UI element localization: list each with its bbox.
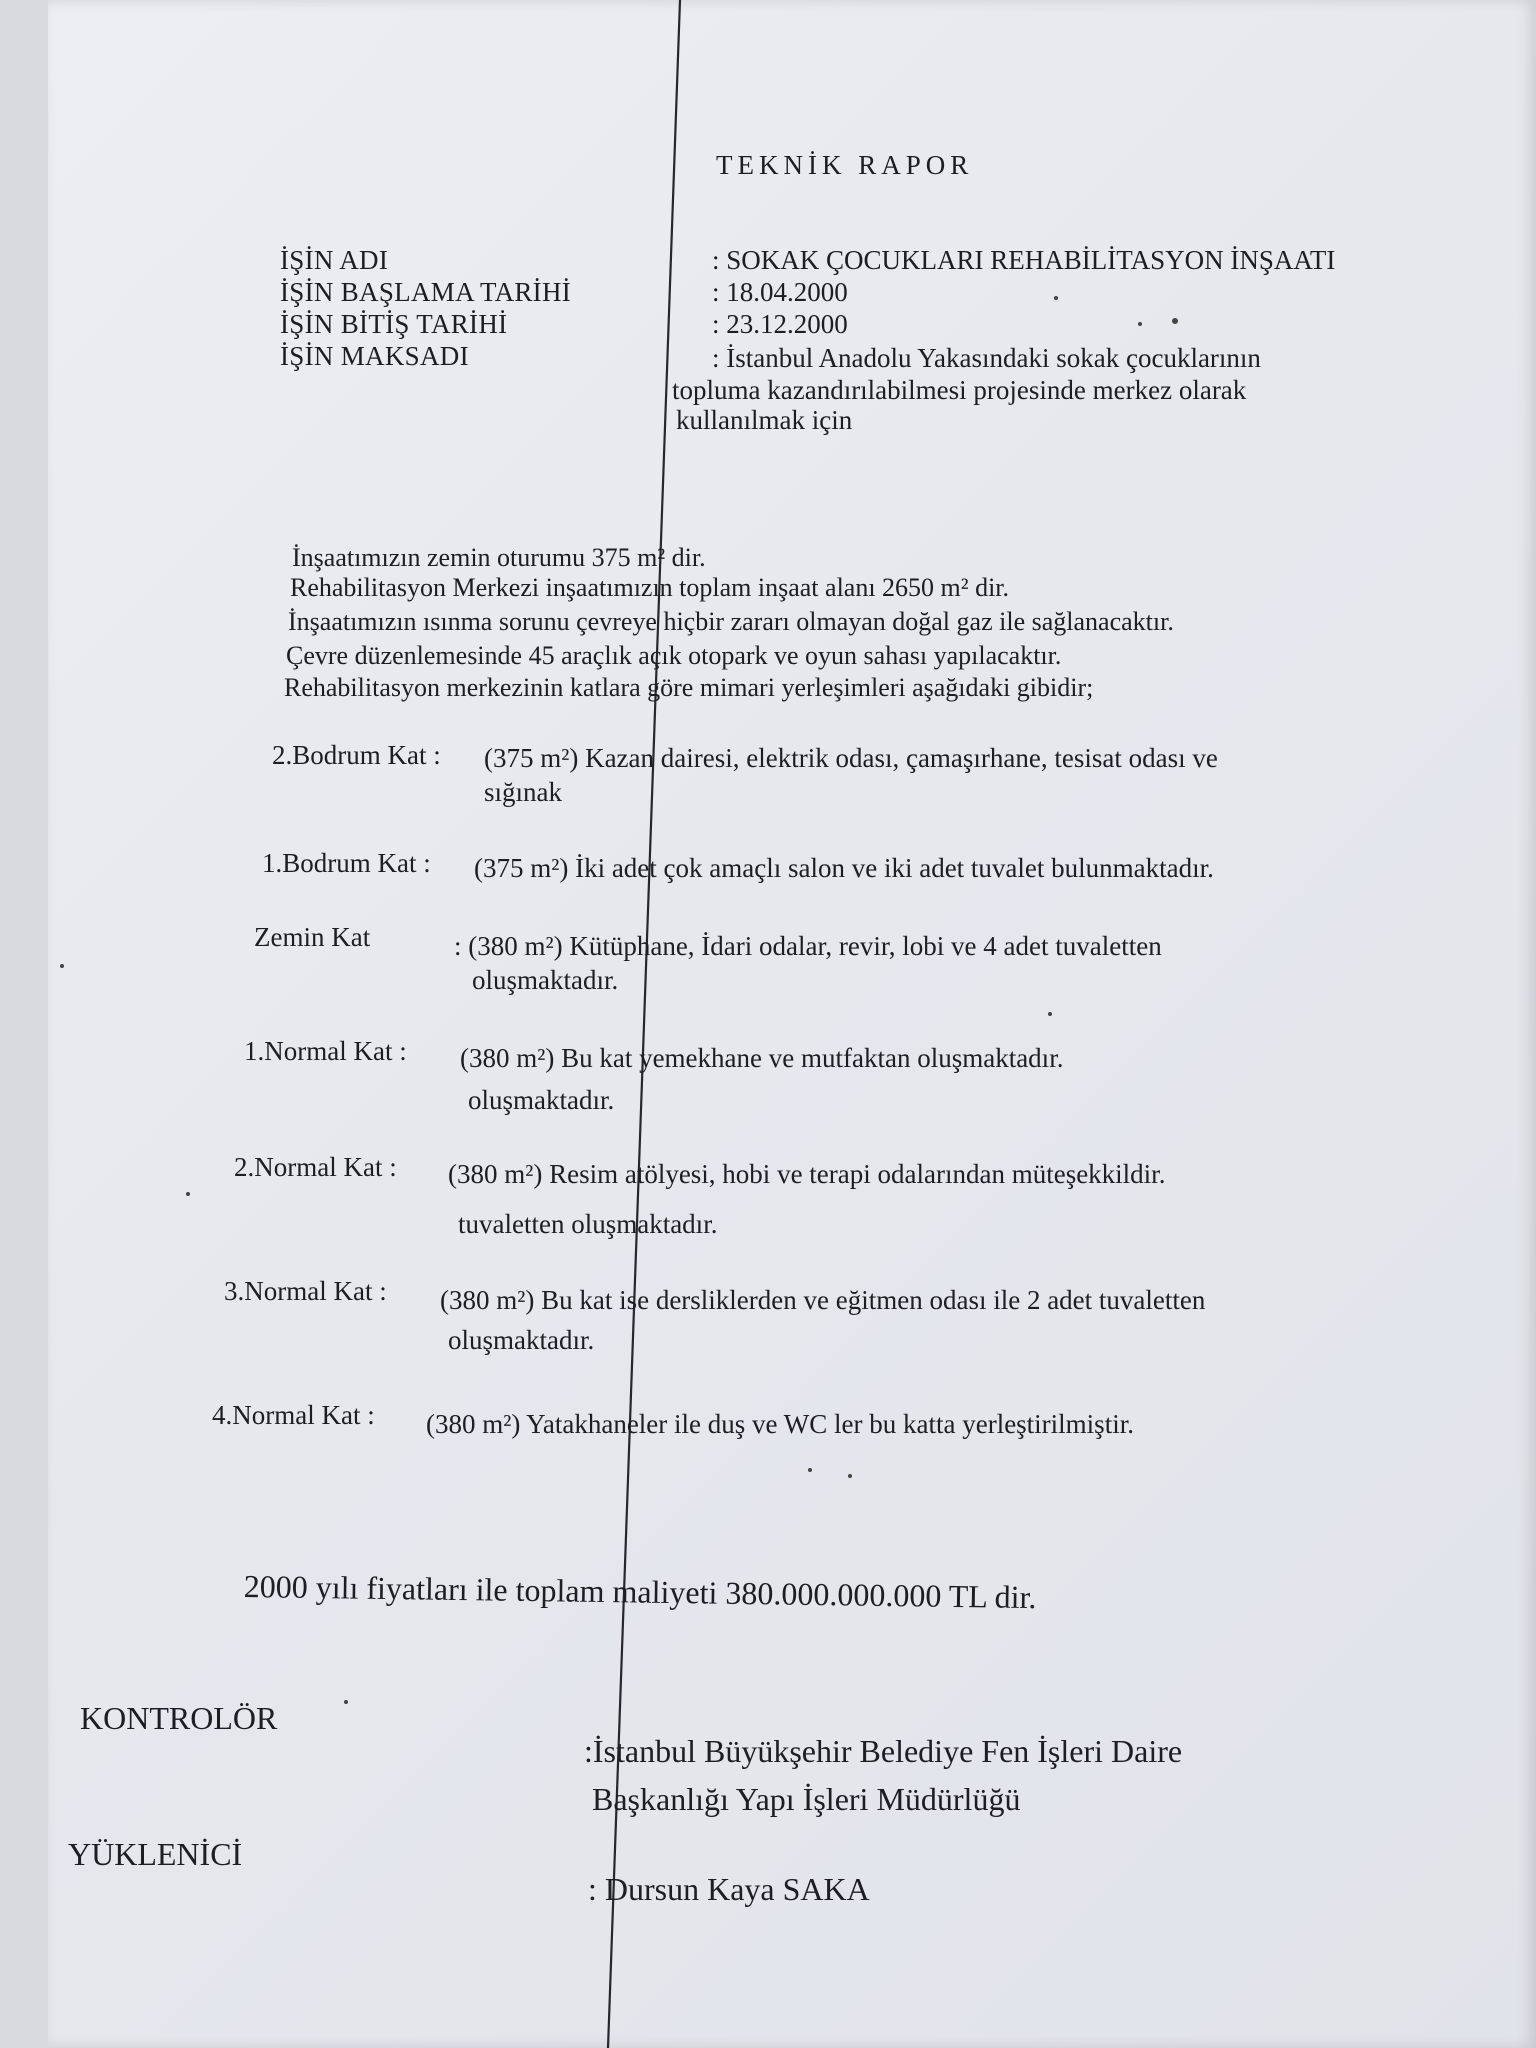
scan-speck bbox=[60, 964, 64, 968]
purpose-line-3: kullanılmak için bbox=[676, 405, 853, 435]
floor-label-1-normal: 1.Normal Kat : bbox=[244, 1036, 407, 1066]
floor-label-2-normal: 2.Normal Kat : bbox=[234, 1152, 397, 1182]
floor-text-4-normal-1: (380 m²) Yatakhaneler ile duş ve WC ler bu katta yerleştirilmiştir. bbox=[426, 1409, 1134, 1439]
floor-text-2-normal-1: (380 m²) Resim atölyesi, hobi ve terapi odalarından müteşekkildir. bbox=[448, 1159, 1166, 1189]
info-value-purpose: : İstanbul Anadolu Yakasındaki sokak çocuklarının bbox=[712, 343, 1261, 373]
floor-label-ground: Zemin Kat bbox=[254, 922, 371, 952]
body-line-1: İnşaatımızın zemin oturumu 375 m² dir. bbox=[292, 543, 706, 572]
purpose-line-2: topluma kazandırılabilmesi projesinde merkez olarak bbox=[672, 375, 1247, 405]
scan-speck bbox=[1138, 322, 1142, 326]
controller-line-2: Başkanlığı Yapı İşleri Müdürlüğü bbox=[592, 1781, 1021, 1817]
floor-text-3-normal-1: (380 m²) Bu kat ise dersliklerden ve eğitmen odası ile 2 adet tuvaletten bbox=[440, 1285, 1206, 1315]
floor-text-2-normal-2: tuvaletten oluşmaktadır. bbox=[458, 1209, 718, 1239]
body-line-4: Çevre düzenlemesinde 45 araçlık açık otopark ve oyun sahası yapılacaktır. bbox=[286, 641, 1062, 670]
info-label-start-date: İŞİN BAŞLAMA TARİHİ bbox=[280, 277, 572, 307]
floor-text-1-basement-1: (375 m²) İki adet çok amaçlı salon ve iki adet tuvalet bulunmaktadır. bbox=[474, 853, 1214, 883]
floor-label-1-basement: 1.Bodrum Kat : bbox=[262, 848, 431, 878]
floor-label-2-basement: 2.Bodrum Kat : bbox=[272, 740, 441, 770]
contractor-label: YÜKLENİCİ bbox=[68, 1836, 243, 1872]
scan-speck bbox=[186, 1192, 190, 1196]
body-line-3: İnşaatımızın ısınma sorunu çevreye hiçbir zararı olmayan doğal gaz ile sağlanacaktır. bbox=[288, 607, 1174, 636]
floor-text-2-basement-1: (375 m²) Kazan dairesi, elektrik odası, çamaşırhane, tesisat odası ve bbox=[484, 743, 1218, 773]
floor-text-2-basement-2: sığınak bbox=[484, 777, 562, 807]
document-title: TEKNİK RAPOR bbox=[716, 150, 974, 180]
info-label-end-date: İŞİN BİTİŞ TARİHİ bbox=[280, 309, 508, 339]
scan-speck bbox=[1048, 1012, 1052, 1016]
info-value-job-name: : SOKAK ÇOCUKLARI REHABİLİTASYON İNŞAATI bbox=[712, 245, 1336, 275]
floor-text-3-normal-2: oluşmaktadır. bbox=[448, 1325, 595, 1355]
body-line-5: Rehabilitasyon merkezinin katlara göre mimari yerleşimleri aşağıdaki gibidir; bbox=[284, 673, 1094, 702]
scan-speck bbox=[808, 1468, 812, 1472]
info-label-job-name: İŞİN ADI bbox=[280, 245, 389, 275]
scan-speck bbox=[1172, 318, 1178, 324]
scan-speck bbox=[848, 1474, 852, 1478]
total-cost: 2000 yılı fiyatları ile toplam maliyeti 380.000.000.000 TL dir. bbox=[243, 1568, 1037, 1616]
controller-line-1: :İstanbul Büyükşehir Belediye Fen İşleri Daire bbox=[584, 1733, 1183, 1769]
controller-label: KONTROLÖR bbox=[80, 1700, 278, 1736]
contractor-value: : Dursun Kaya SAKA bbox=[588, 1871, 870, 1907]
floor-text-1-normal-2: oluşmaktadır. bbox=[468, 1085, 615, 1115]
floor-text-1-normal-1: (380 m²) Bu kat yemekhane ve mutfaktan oluşmaktadır. bbox=[460, 1043, 1064, 1073]
scan-speck bbox=[1054, 296, 1058, 300]
floor-text-ground-2: oluşmaktadır. bbox=[472, 965, 619, 995]
scan-speck bbox=[344, 1700, 348, 1704]
floor-label-4-normal: 4.Normal Kat : bbox=[212, 1400, 375, 1430]
body-line-2: Rehabilitasyon Merkezi inşaatımızın toplam inşaat alanı 2650 m² dir. bbox=[290, 573, 1010, 602]
document-page bbox=[48, 0, 1536, 2048]
info-label-purpose: İŞİN MAKSADI bbox=[280, 341, 469, 371]
info-value-end-date: : 23.12.2000 bbox=[712, 309, 848, 339]
floor-text-ground-1: : (380 m²) Kütüphane, İdari odalar, revir, lobi ve 4 adet tuvaletten bbox=[454, 931, 1162, 961]
floor-label-3-normal: 3.Normal Kat : bbox=[224, 1276, 387, 1306]
info-value-start-date: : 18.04.2000 bbox=[712, 277, 848, 307]
